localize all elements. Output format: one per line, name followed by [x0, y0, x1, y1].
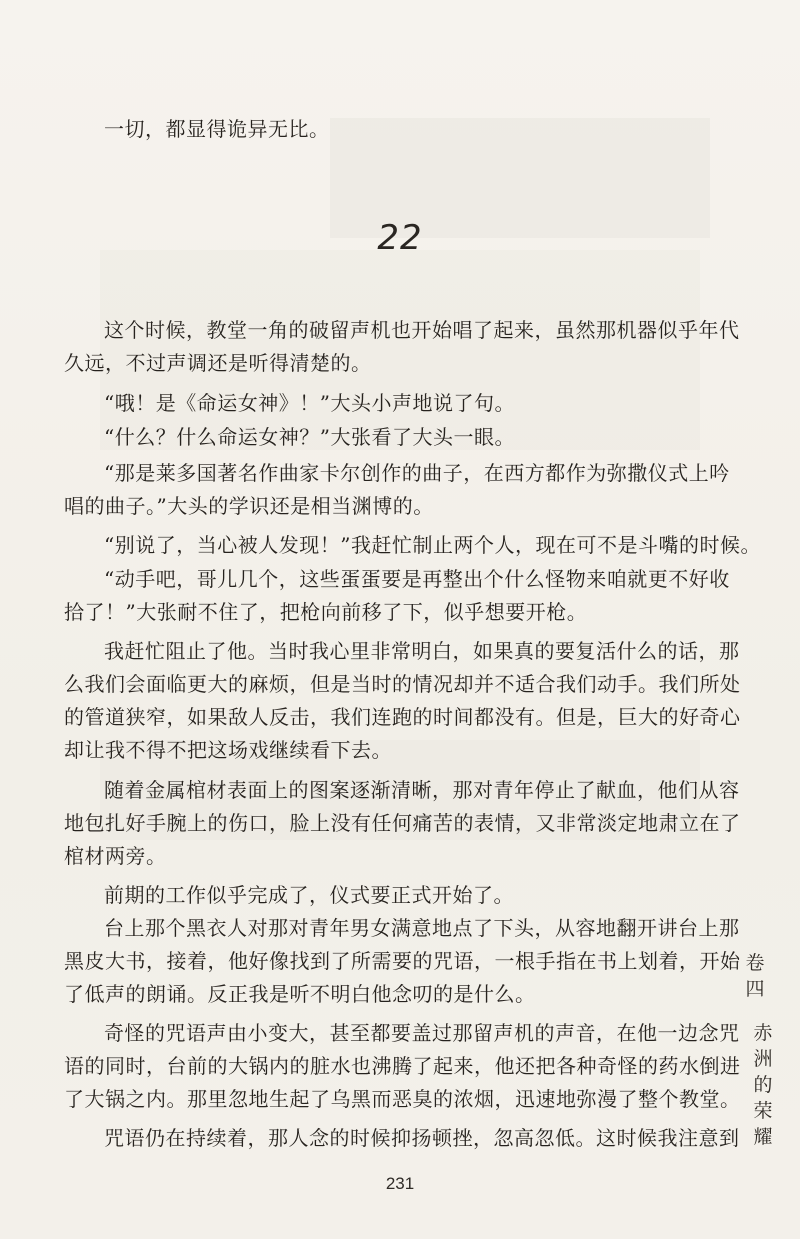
text-line: “动手吧，哥儿几个，这些蛋蛋要是再整出个什么怪物来咱就更不好收	[104, 567, 730, 591]
text-line: 地包扎好手腕上的伤口，脸上没有任何痛苦的表情，又非常淡定地肃立在了	[64, 811, 741, 835]
side-char: 卷	[745, 952, 765, 974]
text-line: 了大锅之内。那里忽地生起了乌黑而恶臭的浓烟，迅速地弥漫了整个教堂。	[64, 1087, 741, 1111]
text-line: 奇怪的咒语声由小变大，甚至都要盖过那留声机的声音，在他一边念咒	[104, 1021, 740, 1045]
text-line: 前期的工作似乎完成了，仪式要正式开始了。	[104, 883, 514, 907]
text-line: 台上那个黑衣人对那对青年男女满意地点了下头，从容地翻开讲台上那	[104, 916, 740, 940]
text-line: 这个时候，教堂一角的破留声机也开始唱了起来，虽然那机器似乎年代	[104, 318, 740, 342]
side-char: 洲	[753, 1048, 773, 1070]
text-line: 久远，不过声调还是听得清楚的。	[64, 351, 372, 375]
side-char: 赤	[753, 1022, 773, 1044]
text-line: “别说了，当心被人发现！”我赶忙制止两个人，现在可不是斗嘴的时候。	[104, 533, 761, 557]
side-char: 耀	[753, 1126, 773, 1148]
text-line: 咒语仍在持续着，那人念的时候抑扬顿挫，忽高忽低。这时候我注意到	[104, 1126, 740, 1150]
text-line: 黑皮大书，接着，他好像找到了所需要的咒语，一根手指在书上划着，开始	[64, 949, 741, 973]
text-line: 随着金属棺材表面上的图案逐渐清晰，那对青年停止了献血，他们从容	[104, 778, 740, 802]
text-line: 了低声的朗诵。反正我是听不明白他念叨的是什么。	[64, 982, 536, 1006]
side-char: 的	[753, 1074, 773, 1096]
side-char: 四	[745, 978, 765, 1000]
text-line: 拾了！”大张耐不住了，把枪向前移了下，似乎想要开枪。	[64, 600, 588, 624]
text-line: “哦！是《命运女神》！”大头小声地说了句。	[104, 391, 515, 415]
text-line: 么我们会面临更大的麻烦，但是当时的情况却并不适合我们动手。我们所处	[64, 672, 741, 696]
text-line: 我赶忙阻止了他。当时我心里非常明白，如果真的要复活什么的话，那	[104, 639, 740, 663]
body-text	[64, 0, 761, 1239]
text-line: 的管道狭窄，如果敌人反击，我们连跑的时间都没有。但是，巨大的好奇心	[64, 705, 741, 729]
text-line: 语的同时，台前的大锅内的脏水也沸腾了起来，他还把各种奇怪的药水倒进	[64, 1054, 741, 1078]
text-line: “那是莱多国著名作曲家卡尔创作的曲子，在西方都作为弥撒仪式上吟	[104, 461, 730, 485]
text-line: “什么？什么命运女神？”大张看了大头一眼。	[104, 425, 515, 449]
text-line: 棺材两旁。	[64, 844, 167, 868]
corner-stamp-mark	[752, 70, 800, 150]
text-line: 唱的曲子。”大头的学识还是相当渊博的。	[64, 494, 434, 518]
chapter-number: 22	[377, 218, 423, 258]
page-number: 231	[385, 1174, 415, 1193]
text-line: 一切，都显得诡异无比。	[104, 117, 330, 141]
text-line: 却让我不得不把这场戏继续看下去。	[64, 738, 392, 762]
side-book-title	[752, 1020, 774, 1150]
side-char: 荣	[753, 1100, 773, 1122]
side-volume-label	[744, 950, 766, 1002]
